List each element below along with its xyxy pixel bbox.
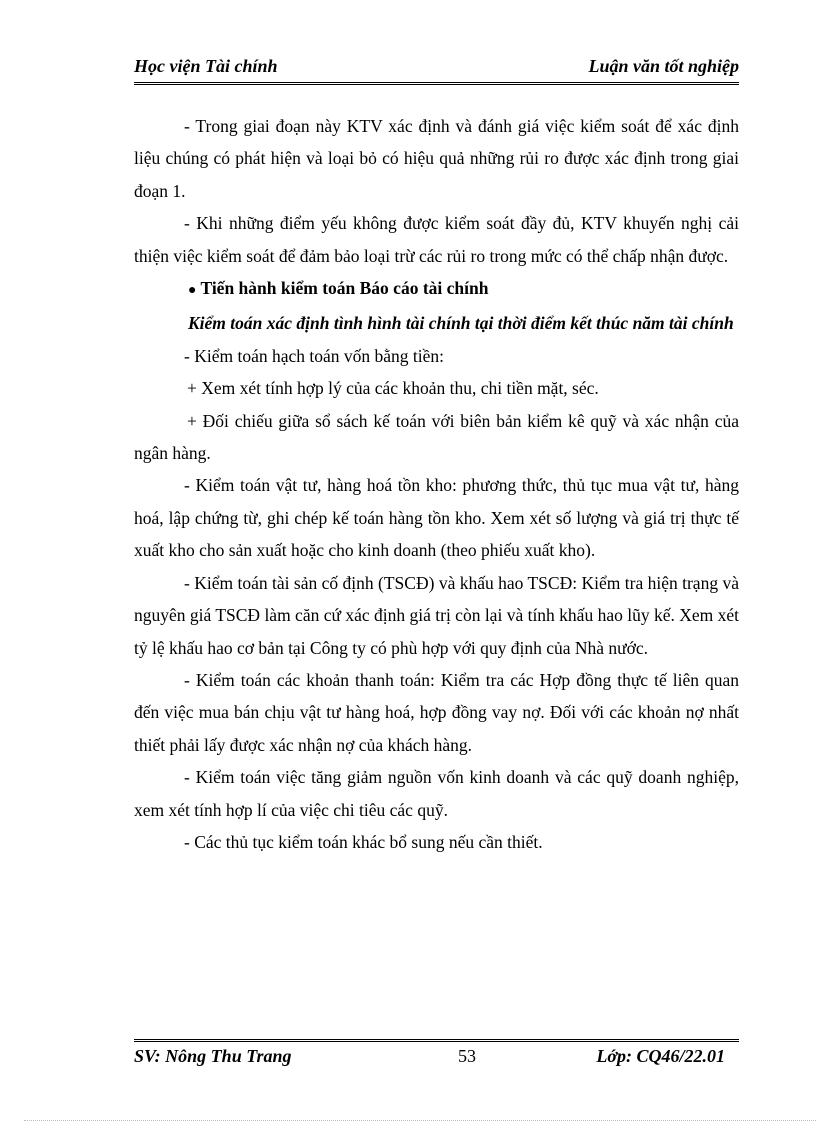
paragraph: + Xem xét tính hợp lý của các khoản thu, chi tiền mặt, séc. — [187, 378, 599, 399]
header-institution: Học viện Tài chính — [134, 56, 278, 76]
footer-student-name: SV: Nông Thu Trang — [134, 1046, 292, 1066]
footer-class: Lớp: CQ46/22.01 — [596, 1046, 725, 1066]
paragraph: - Kiểm toán các khoản thanh toán: Kiểm tra các Hợp đồng thực tế liên quan đến việc mua bán chịu vật tư hàng hoá, hợp đồng vay nợ. Đối với các khoản nợ nhất thiết phải lấy được xác nhận nợ của khách hàng. — [134, 669, 739, 755]
subsection-heading: Kiểm toán xác định tình hình tài chính tại thời điểm kết thúc năm tài chính — [188, 313, 734, 334]
paragraph: - Các thủ tục kiểm toán khác bổ sung nếu cần thiết. — [184, 831, 543, 852]
paragraph: - Kiểm toán vật tư, hàng hoá tồn kho: phương thức, thủ tục mua vật tư, hàng hoá, lập chứng từ, ghi chép kế toán hàng tồn kho. Xem xét số lượng và giá trị thực tế xuất kho cho sản xuất hoặc cho kinh doanh (theo phiếu xuất kho). — [134, 475, 739, 561]
bullet-icon: ● — [188, 283, 197, 299]
section-heading-text: Tiến hành kiểm toán Báo cáo tài chính — [200, 278, 489, 299]
paragraph: - Kiểm toán việc tăng giảm nguồn vốn kinh doanh và các quỹ doanh nghiệp, xem xét tính hợp lí của việc chi tiêu các quỹ. — [134, 767, 739, 820]
page-header — [134, 56, 739, 85]
paragraph: - Khi những điểm yếu không được kiểm soát đầy đủ, KTV khuyến nghị cải thiện việc kiểm soát để đảm bảo loại trừ các rủi ro trong mức có thể chấp nhận được. — [134, 213, 739, 266]
paragraph: + Đối chiếu giữa sổ sách kế toán với biên bản kiểm kê quỹ và xác nhận của ngân hàng. — [134, 410, 739, 464]
section-heading — [134, 272, 739, 307]
page-number: 53 — [458, 1046, 476, 1066]
paragraph: - Trong giai đoạn này KTV xác định và đánh giá việc kiểm soát để xác định liệu chúng có phát hiện và loại bỏ có hiệu quả những rủi ro được xác định trong giai đoạn 1. — [134, 116, 739, 201]
header-document-type: Luận văn tốt nghiệp — [588, 56, 739, 76]
page-edge-divider — [24, 1120, 816, 1121]
page-footer — [134, 1039, 739, 1072]
page-body — [134, 110, 739, 858]
paragraph: - Kiểm toán hạch toán vốn bằng tiền: — [184, 345, 444, 366]
paragraph: - Kiểm toán tài sản cố định (TSCĐ) và khấu hao TSCĐ: Kiểm tra hiện trạng và nguyên giá TSCĐ làm căn cứ xác định giá trị còn lại và tính khấu hao lũy kế. Xem xét tỷ lệ khấu hao cơ bản tại Công ty có phù hợp với quy định của Nhà nước. — [134, 572, 739, 658]
